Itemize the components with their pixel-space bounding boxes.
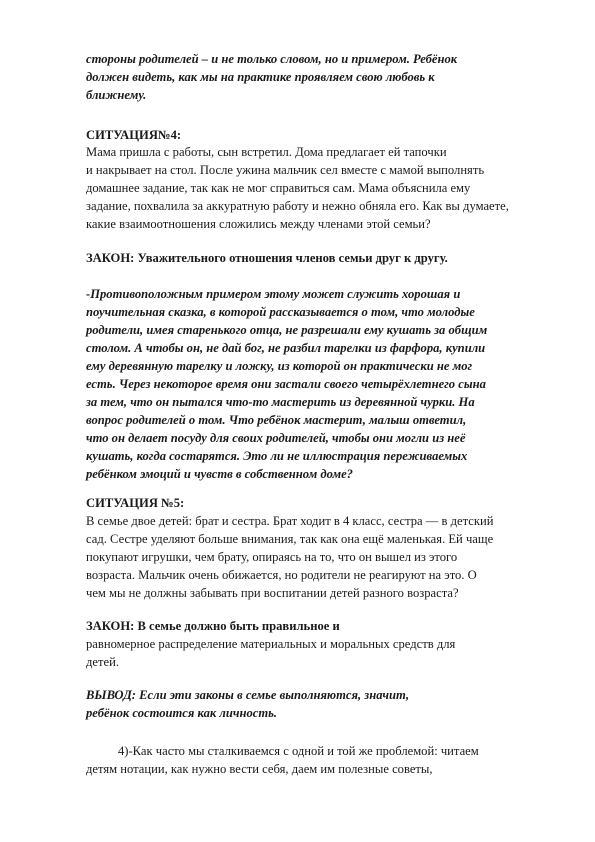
text-line: какие взаимоотношения сложились между членами этой семьи? bbox=[86, 217, 431, 231]
law-1-text: Уважительного отношения членов семьи друг к другу. bbox=[134, 251, 448, 265]
law-2-line-2: равномерное распределение материальных и моральных средств для bbox=[86, 637, 456, 651]
text-line: -Противоположным примером этому может служить хорошая и bbox=[86, 287, 461, 301]
text-line: столом. А чтобы он, не дай бог, не разбил тарелки из фарфора, купили bbox=[86, 341, 486, 355]
text-line: возраста. Мальчик очень обижается, но родители не реагируют на это. О bbox=[86, 568, 477, 582]
item-4-line-2: детям нотации, как нужно вести себя, даем им полезные советы, bbox=[86, 762, 433, 776]
item-4 bbox=[86, 742, 556, 778]
paragraph-love-example bbox=[86, 50, 556, 104]
text-line: покупают игрушки, чем брату, опираясь на то, что он вышел из этого bbox=[86, 550, 458, 564]
situation-4-heading: СИТУАЦИЯ№4: bbox=[86, 128, 182, 142]
text-line: кушать, когда состарятся. Это ли не иллюстрация переживаемых bbox=[86, 449, 468, 463]
law-1-label: ЗАКОН: bbox=[86, 251, 135, 265]
situation-4-text bbox=[86, 143, 556, 233]
text-line: Мама пришла с работы, сын встретил. Дома предлагает ей тапочки bbox=[86, 145, 447, 159]
text-line: задание, похвалила за аккуратную работу и нежно обняла его. Как вы думаете, bbox=[86, 199, 509, 213]
conclusion-line-2: ребёнок состоится как личность. bbox=[86, 706, 278, 720]
law-1-line bbox=[86, 249, 556, 267]
law-2 bbox=[86, 617, 556, 671]
situation-5-heading: СИТУАЦИЯ №5: bbox=[86, 496, 185, 510]
text-line: В семье двое детей: брат и сестра. Брат ходит в 4 класс, сестра — в детский bbox=[86, 514, 494, 528]
situation-5-text bbox=[86, 512, 556, 602]
text-line: за тем, что он пытался что-то мастерить из деревянной чурки. На bbox=[86, 395, 475, 409]
text-line: ему деревянную тарелку и ложку, из которой он практически не мог bbox=[86, 359, 473, 373]
item-4-line-1: 4)-Как часто мы сталкиваемся с одной и той же проблемой: читаем bbox=[118, 744, 479, 758]
law-2-line-3: детей. bbox=[86, 655, 119, 669]
fairy-tale-example bbox=[86, 285, 556, 483]
text-line: домашнее задание, так как не мог справиться сам. Мама объяснила ему bbox=[86, 181, 471, 195]
conclusion-line-1: ВЫВОД: Если эти законы в семье выполняются, значит, bbox=[86, 688, 410, 702]
text-line: вопрос родителей о том. Что ребёнок мастерит, малыш ответил, bbox=[86, 413, 467, 427]
text-line: есть. Через некоторое время они застали своего четырёхлетнего сына bbox=[86, 377, 486, 391]
text-line: поучительная сказка, в которой рассказывается о том, что молодые bbox=[86, 305, 475, 319]
text-line: ребёнком эмоций и чувств в собственном доме? bbox=[86, 467, 353, 481]
law-1 bbox=[86, 249, 556, 267]
text-line: родители, имея старенького отца, не разрешали ему кушать за общим bbox=[86, 323, 488, 337]
text-line: что он делает посуду для своих родителей, чтобы они могли из неё bbox=[86, 431, 466, 445]
text-line: чем мы не должны забывать при воспитании детей разного возраста? bbox=[86, 586, 459, 600]
text-line: стороны родителей – и не только словом, но и примером. Ребёнок bbox=[86, 52, 458, 66]
law-2-line-1: ЗАКОН: В семье должно быть правильное и bbox=[86, 619, 340, 633]
conclusion bbox=[86, 686, 556, 722]
text-line: ближнему. bbox=[86, 88, 147, 102]
text-line: сад. Сестре уделяют больше внимания, так как она ещё маленькая. Ей чаще bbox=[86, 532, 494, 546]
text-line: должен видеть, как мы на практике проявляем свою любовь к bbox=[86, 70, 435, 84]
text-line: и накрывает на стол. После ужина мальчик сел вместе с мамой выполнять bbox=[86, 163, 485, 177]
